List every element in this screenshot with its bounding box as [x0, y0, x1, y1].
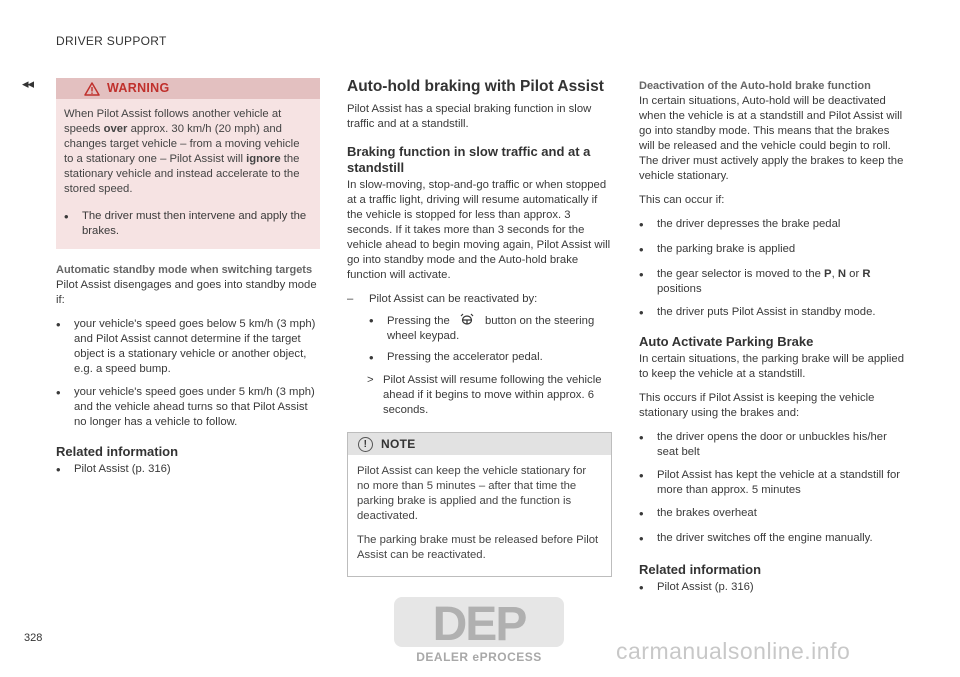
- note-body: [348, 455, 611, 576]
- bullet-dot: [639, 430, 657, 460]
- pilot-assist-steering-icon: [459, 313, 475, 326]
- warning-text: [56, 99, 320, 197]
- list-item-text: Pilot Assist has kept the vehicle at a standstill for more than approx. 5 minutes: [657, 469, 901, 496]
- warning-bullet-text: The driver must then intervene and apply the brakes.: [82, 210, 307, 237]
- result-marker: >: [367, 374, 374, 386]
- list-item-text: the driver depresses the brake pedal: [657, 218, 841, 230]
- page-number: 328: [24, 632, 43, 644]
- bullet-dot: [639, 580, 657, 597]
- bullet-dot: [369, 313, 387, 344]
- auto-parking-brake-heading: Auto Activate Parking Brake: [639, 334, 814, 349]
- note-exclamation-icon: !: [358, 437, 373, 452]
- bullet-dot: [639, 267, 657, 297]
- bullet-dot: [639, 506, 657, 523]
- warning-text-part: When Pilot Assist follows another vehicle at speeds: [64, 108, 282, 135]
- auto-parking-brake-body: In certain situations, the parking brake will be applied to keep the vehicle at a standstill.: [639, 353, 905, 380]
- bullet-dot: [369, 350, 387, 367]
- result-item: [347, 373, 612, 418]
- section-header: DRIVER SUPPORT: [56, 34, 167, 48]
- list-item: [56, 385, 320, 430]
- warning-emphasis-over: over: [103, 123, 128, 135]
- bullet-dot: [56, 317, 74, 377]
- related-link-item[interactable]: [639, 580, 905, 597]
- logo-tagline: DEALER ePROCESS: [416, 650, 542, 664]
- related-link[interactable]: Pilot Assist (p. 316): [74, 463, 171, 475]
- bullet-dot: [56, 462, 74, 479]
- warning-header: [56, 78, 320, 99]
- note-title: NOTE: [381, 436, 416, 451]
- column-1: [56, 78, 320, 479]
- bullet-dot: [639, 468, 657, 498]
- list-item-text: the brakes overheat: [657, 507, 757, 519]
- standby-intro: Pilot Assist disengages and goes into standby mode if:: [56, 279, 317, 306]
- step-item: [347, 292, 612, 307]
- list-item-text: your vehicle's speed goes under 5 km/h (3 mph) and the vehicle ahead turns so that Pilot Assist no longer has a vehicle to follow.: [74, 386, 315, 428]
- gear-p: P: [824, 268, 832, 280]
- list-item: [639, 506, 905, 523]
- list-item-text: [657, 267, 905, 297]
- site-watermark: carmanualsonline.info: [616, 638, 851, 664]
- warning-title: WARNING: [107, 81, 170, 95]
- list-item: [639, 217, 905, 234]
- auto-parking-brake-body: This occurs if Pilot Assist is keeping the vehicle stationary using the brakes and:: [639, 392, 875, 419]
- bullet-dot: [639, 217, 657, 234]
- list-item-text: [387, 313, 612, 344]
- list-item: [369, 350, 612, 367]
- list-item: [639, 242, 905, 259]
- occur-text: This can occur if:: [639, 194, 725, 206]
- braking-subheading: Braking function in slow traffic and at a standstill: [347, 144, 591, 175]
- list-item-text-part: button on the steering wheel keypad.: [387, 315, 595, 342]
- intro-text: Pilot Assist has a special braking function in slow traffic and at a standstill.: [347, 103, 592, 130]
- previous-page-marker[interactable]: ◂◂: [22, 76, 34, 91]
- warning-emphasis-ignore: ignore: [246, 153, 281, 165]
- standby-heading: Automatic standby mode when switching targets: [56, 264, 313, 276]
- warning-text-part: the stationary vehicle and instead accelerate to the stored speed.: [64, 153, 300, 195]
- logo-letters: DEP: [432, 598, 526, 651]
- list-item-text: the driver puts Pilot Assist in standby mode.: [657, 306, 876, 318]
- list-item-text: the driver opens the door or unbuckles his/her seat belt: [657, 431, 887, 458]
- column-3: [639, 78, 905, 597]
- warning-text-part: approx. 30 km/h (20 mph) and changes target vehicle – from a moving vehicle to a stationary one – Pilot Assist will: [64, 123, 300, 165]
- list-item: [639, 267, 905, 297]
- list-item-text-part: ,: [831, 268, 838, 280]
- bullet-dot: [56, 385, 74, 430]
- list-item-text-part: the gear selector is moved to the: [657, 268, 825, 280]
- warning-box: [56, 78, 320, 249]
- step-marker: –: [347, 293, 354, 305]
- page-title: Auto-hold braking with Pilot Assist: [347, 78, 604, 95]
- dealer-eprocess-logo: [392, 593, 566, 668]
- bullet-dot: [64, 209, 82, 239]
- list-item: [639, 468, 905, 498]
- list-item-text-part: or: [846, 268, 863, 280]
- deactivation-body: In certain situations, Auto-hold will be deactivated when the vehicle is at a standstill and Pilot Assist will go into standby mode. This means that the brakes will be released and the vehicle could begin to roll. The driver must actively apply the brakes to keep the vehicle stationary.: [639, 95, 904, 182]
- list-item-text: the driver switches off the engine manually.: [657, 532, 873, 544]
- related-link[interactable]: Pilot Assist (p. 316): [657, 581, 754, 593]
- result-text: Pilot Assist will resume following the vehicle ahead if it begins to move within approx. 6 seconds.: [383, 374, 602, 416]
- bullet-dot: [639, 242, 657, 259]
- step-text: Pilot Assist can be reactivated by:: [369, 293, 538, 305]
- note-box: [347, 432, 612, 577]
- gear-r: R: [862, 268, 871, 280]
- deactivation-heading: Deactivation of the Auto-hold brake function: [639, 80, 871, 92]
- note-paragraph: Pilot Assist can keep the vehicle stationary for no more than 5 minutes – after that time the parking brake is applied and the function is deactivated.: [357, 465, 587, 522]
- bullet-dot: [639, 305, 657, 322]
- list-item: [639, 305, 905, 322]
- step-sub-list: [347, 313, 612, 367]
- list-item-text: the parking brake is applied: [657, 243, 796, 255]
- list-item: [639, 430, 905, 460]
- related-link-item[interactable]: [56, 462, 320, 479]
- list-item: [369, 313, 612, 344]
- related-info-heading: Related information: [56, 444, 179, 459]
- column-2: [347, 78, 612, 577]
- list-item-text-part: positions: [657, 283, 702, 295]
- warning-triangle-icon: [84, 82, 100, 96]
- gear-n: N: [837, 268, 847, 280]
- list-item-text-part: Pressing the: [387, 315, 450, 327]
- braking-body: In slow-moving, stop-and-go traffic or when stopped at a traffic light, driving will resume automatically if the vehicle is stopped for less than approx. 3 seconds. If it takes more than 3 seconds for the vehicle ahead to begin moving again, Pilot Assist will go into standby mode and the Auto-hold brake function will activate.: [347, 179, 611, 281]
- related-info-heading: Related information: [639, 562, 762, 577]
- list-item-text: your vehicle's speed goes below 5 km/h (3 mph) and Pilot Assist cannot determine if the target object is a stationary vehicle or another object, e.g. a speed bump.: [74, 318, 316, 375]
- list-item: [639, 531, 905, 548]
- note-header: [348, 433, 611, 455]
- list-item: [56, 317, 320, 377]
- note-paragraph: The parking brake must be released before Pilot Assist can be reactivated.: [357, 534, 599, 561]
- list-item-text: Pressing the accelerator pedal.: [387, 351, 543, 363]
- bullet-dot: [639, 531, 657, 548]
- warning-bullet: [56, 205, 320, 239]
